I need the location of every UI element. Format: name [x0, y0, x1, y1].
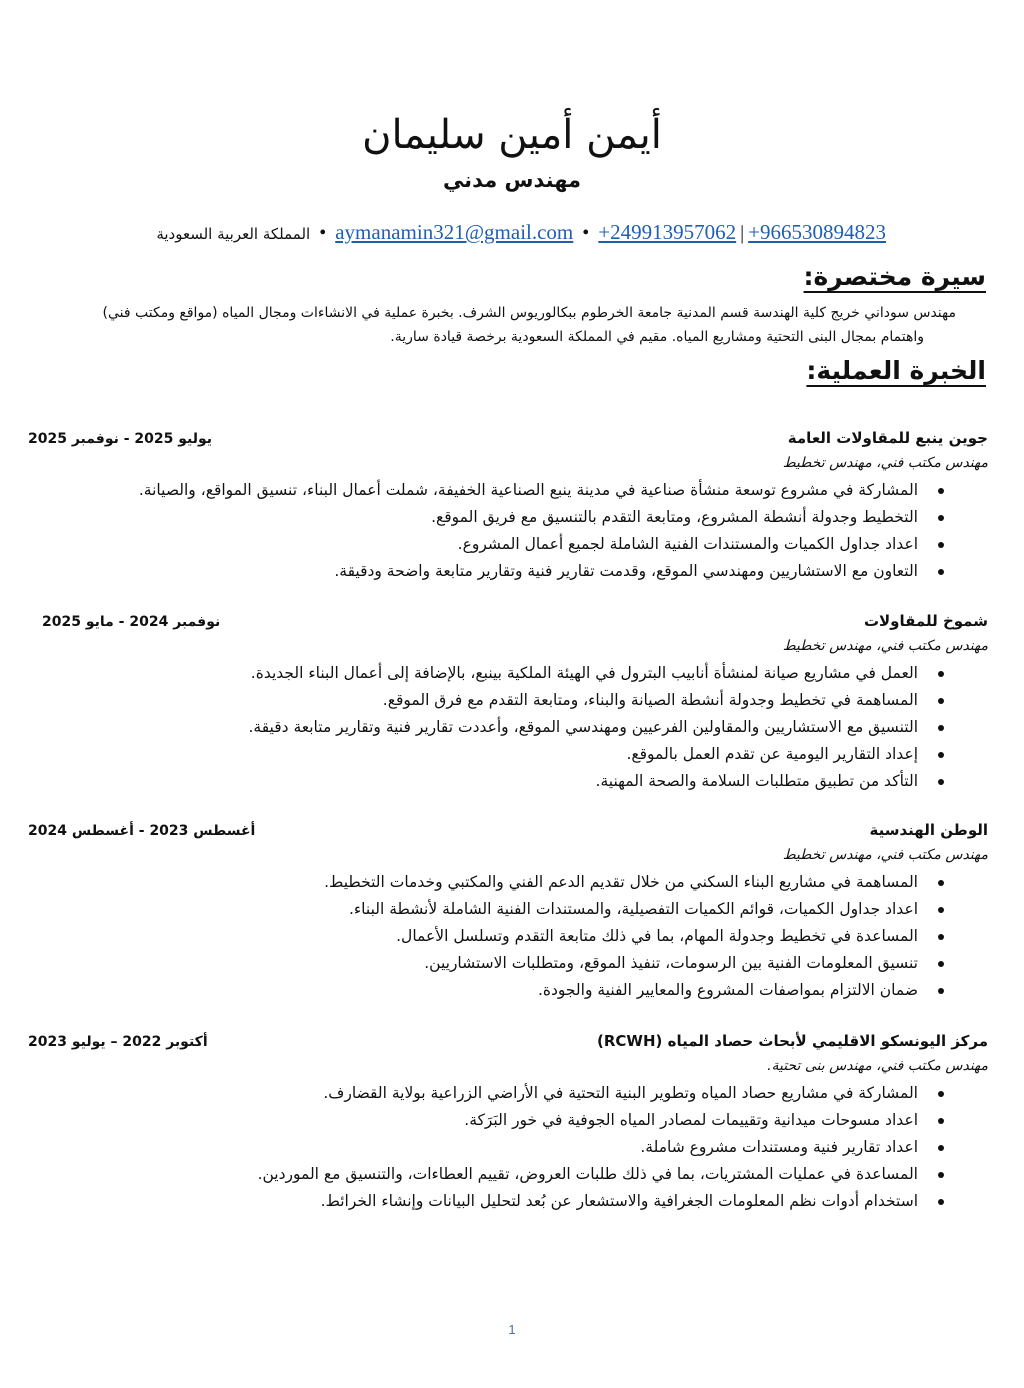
bullet-icon [938, 779, 944, 785]
job-role: مهندس مكتب فني، مهندس تخطيط [782, 638, 988, 654]
company-name: مركز اليونسكو الاقليمي لأبحاث حصاد المياه (RCWH) [596, 1032, 988, 1050]
contact-bullet-1: • [582, 222, 590, 244]
bullet-icon [938, 1172, 944, 1178]
list-item: اعداد جداول الكميات والمستندات الفنية الشاملة لجميع أعمال المشروع. [28, 531, 988, 558]
company-name: الوطن الهندسية [869, 821, 988, 839]
bullet-icon [938, 1091, 944, 1097]
bullet-icon [938, 1118, 944, 1124]
job-dates: أكتوبر 2022 – يوليو 2023 [28, 1034, 208, 1050]
job-dates: نوفمبر 2024 - مايو 2025 [42, 614, 221, 630]
list-item: التأكد من تطبيق متطلبات السلامة والصحة المهنية. [28, 768, 988, 795]
contact-line [60, 220, 886, 245]
list-item: التعاون مع الاستشاريين ومهندسي الموقع، وقدمت تقارير فنية وتقارير متابعة واضحة ودقيقة. [28, 558, 988, 585]
list-item: المساعدة في عمليات المشتريات، بما في ذلك طلبات العروض، تقييم العطاءات، والتنسيق مع الموردين. [28, 1161, 988, 1188]
list-item: المشاركة في مشاريع حصاد المياه وتطوير البنية التحتية في الأراضي الزراعية بولاية القضارف. [28, 1080, 988, 1107]
job-entry [28, 429, 988, 585]
job-role: مهندس مكتب فني، مهندس تخطيط [782, 455, 988, 471]
job-bullets [28, 1080, 988, 1215]
candidate-title: مهندس مدني [442, 168, 582, 192]
bullet-icon [938, 1199, 944, 1205]
bullet-icon [938, 569, 944, 575]
summary-line-1: مهندس سوداني خريج كلية الهندسة قسم المدنية جامعة الخرطوم ببكالوريوس الشرف. بخبرة عملية في الانشاءات ومجال المياه (مواقع ومكتب فني) [102, 305, 956, 321]
experience-heading: الخبرة العملية: [806, 356, 986, 385]
bullet-icon [938, 698, 944, 704]
job-dates: يوليو 2025 - نوفمبر 2025 [28, 431, 213, 447]
bullet-icon [938, 934, 944, 940]
list-item: تنسيق المعلومات الفنية بين الرسومات، تنفيذ الموقع، ومتطلبات الاستشاريين. [28, 950, 988, 977]
summary-line-2: واهتمام بمجال البنى التحتية ومشاريع المياه. مقيم في المملكة السعودية برخصة قيادة سارية. [390, 329, 924, 345]
bullet-icon [938, 725, 944, 731]
summary-heading: سيرة مختصرة: [803, 262, 986, 291]
contact-bullet-2: • [319, 222, 327, 244]
job-bullets [28, 477, 988, 585]
list-item: المساهمة في تخطيط وجدولة أنشطة الصيانة والبناء، ومتابعة التقدم مع فرق الموقع. [28, 687, 988, 714]
list-item: اعداد جداول الكميات، قوائم الكميات التفصيلية، والمستندات الفنية الشاملة لأنشطة البناء. [28, 896, 988, 923]
list-item: التنسيق مع الاستشاريين والمقاولين الفرعيين ومهندسي الموقع، وأعددت تقارير فنية وتقارير متابعة دقيقة. [28, 714, 988, 741]
list-item: المساهمة في مشاريع البناء السكني من خلال تقديم الدعم الفني والمكتبي وخدمات التخطيط. [28, 869, 988, 896]
job-entry [28, 612, 988, 795]
list-item: المساعدة في تخطيط وجدولة المهام، بما في ذلك متابعة التقدم وتسلسل الأعمال. [28, 923, 988, 950]
job-role: مهندس مكتب فني، مهندس بنى تحتية. [767, 1058, 988, 1074]
candidate-name: أيمن أمين سليمان [362, 112, 662, 158]
summary-text [36, 301, 956, 349]
location: المملكة العربية السعودية [156, 225, 311, 243]
list-item: اعداد تقارير فنية ومستندات مشروع شاملة. [28, 1134, 988, 1161]
job-role: مهندس مكتب فني، مهندس تخطيط [782, 847, 988, 863]
job-bullets [28, 869, 988, 1004]
list-item: العمل في مشاريع صيانة لمنشأة أنابيب البترول في الهيئة الملكية بينبع، بالإضافة إلى أعمال البناء الجديدة. [28, 660, 988, 687]
bullet-icon [938, 988, 944, 994]
job-dates: أغسطس 2023 - أغسطس 2024 [28, 823, 256, 839]
company-name: جوين ينبع للمقاولات العامة [787, 429, 988, 447]
bullet-icon [938, 542, 944, 548]
bullet-icon [938, 961, 944, 967]
bullet-icon [938, 907, 944, 913]
phone-link-1[interactable]: +966530894823 [748, 220, 886, 244]
list-item: اعداد مسوحات ميدانية وتقييمات لمصادر المياه الجوفية في خور البَرَكة. [28, 1107, 988, 1134]
bullet-icon [938, 1145, 944, 1151]
list-item: التخطيط وجدولة أنشطة المشروع، ومتابعة التقدم بالتنسيق مع فريق الموقع. [28, 504, 988, 531]
list-item: المشاركة في مشروع توسعة منشأة صناعية في مدينة ينبع الصناعية الخفيفة، شملت أعمال البناء، تنسيق المواقع، والصيانة. [28, 477, 988, 504]
list-item: ضمان الالتزام بمواصفات المشروع والمعايير الفنية والجودة. [28, 977, 988, 1004]
bullet-icon [938, 671, 944, 677]
list-item: إعداد التقارير اليومية عن تقدم العمل بالموقع. [28, 741, 988, 768]
job-entry [28, 1032, 988, 1215]
bullet-icon [938, 880, 944, 886]
page-number: 1 [508, 1322, 516, 1337]
company-name: شموخ للمقاولات [863, 612, 988, 630]
bullet-icon [938, 752, 944, 758]
phone-separator: | [740, 222, 745, 244]
bullet-icon [938, 488, 944, 494]
phone-link-2[interactable]: +249913957062 [598, 220, 737, 244]
job-bullets [28, 660, 988, 795]
list-item: استخدام أدوات نظم المعلومات الجغرافية والاستشعار عن بُعد لتحليل البيانات وإنشاء الخرائط. [28, 1188, 988, 1215]
bullet-icon [938, 515, 944, 521]
email-link[interactable]: aymanamin321@gmail.com [335, 220, 574, 244]
job-entry [28, 821, 988, 1004]
